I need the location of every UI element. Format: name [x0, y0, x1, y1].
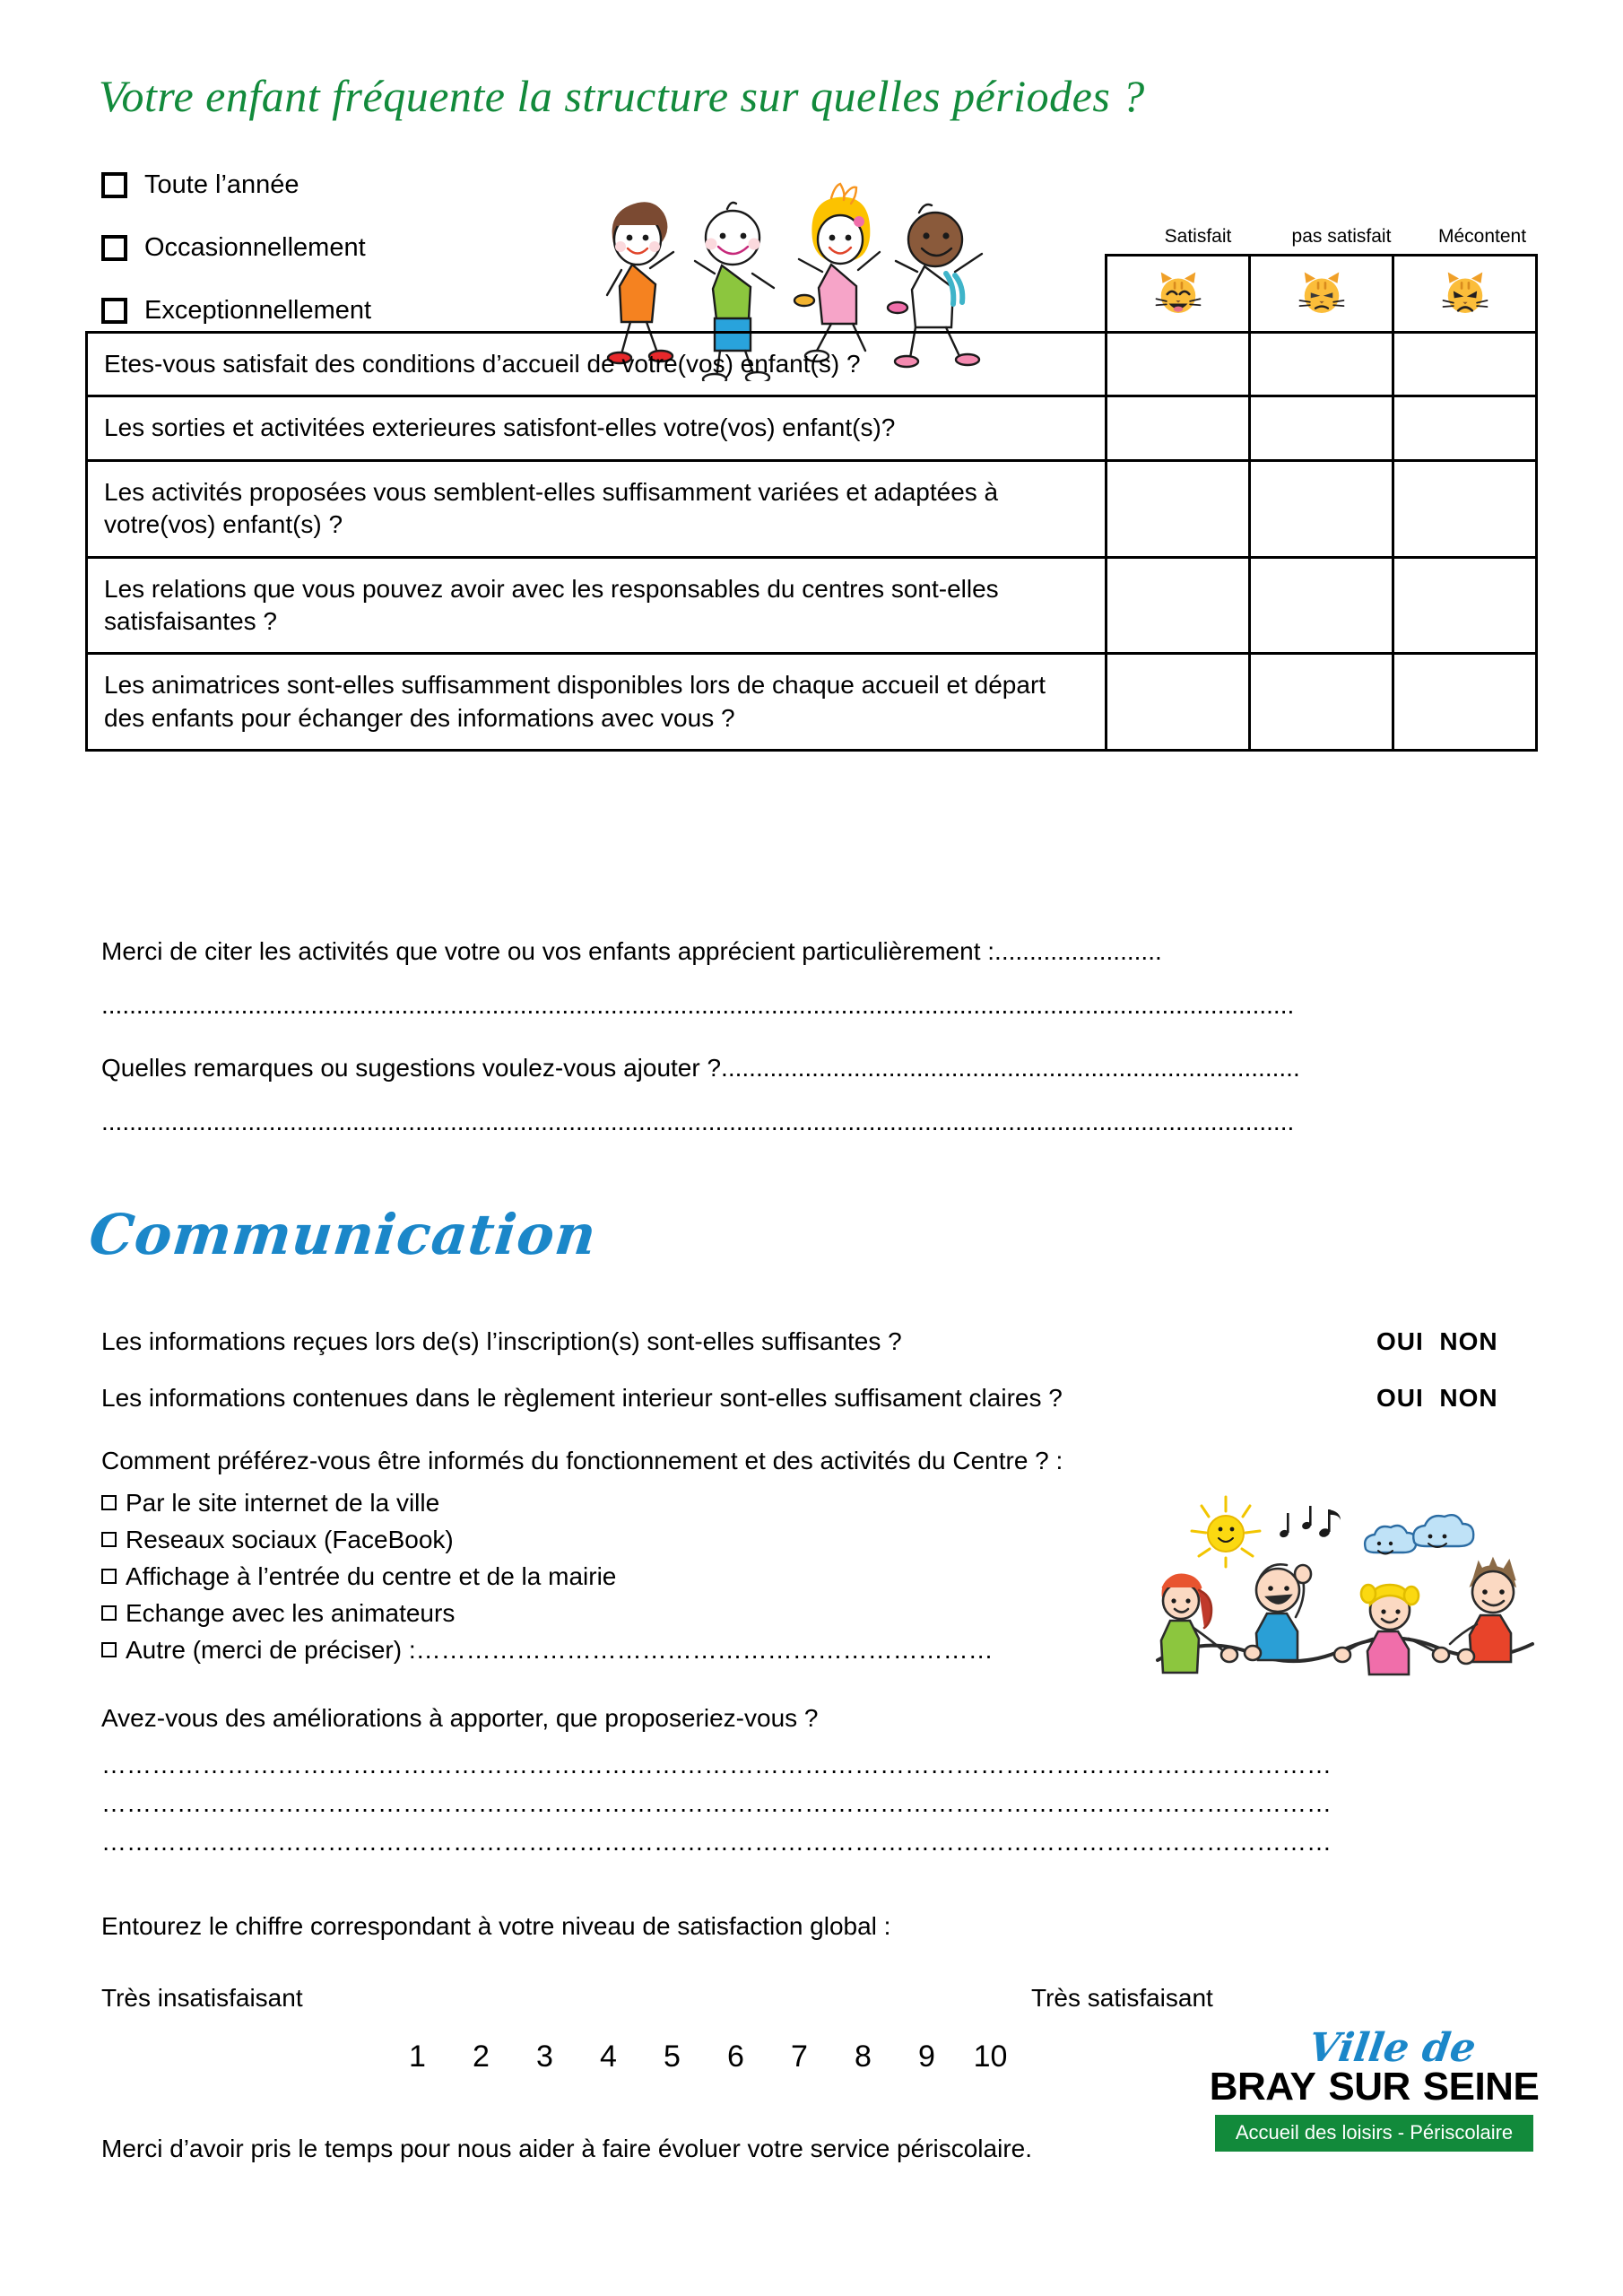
- oui-option[interactable]: OUI: [1376, 1384, 1424, 1412]
- choice-label: Affichage à l’entrée du centre et de la mairie: [126, 1562, 617, 1590]
- city-logo: [1209, 2025, 1540, 2152]
- checkbox-icon[interactable]: [101, 172, 127, 198]
- table-row: [87, 557, 1537, 654]
- rating-value-1[interactable]: 1: [409, 2039, 426, 2074]
- column-header-pas-satisfait: pas satisfait: [1291, 226, 1392, 247]
- satisfaction-table: [85, 254, 1538, 752]
- rating-high-label: Très satisfaisant: [1031, 1984, 1213, 2012]
- rating-value-5[interactable]: 5: [664, 2039, 681, 2074]
- checkbox-icon[interactable]: [101, 1532, 117, 1547]
- checkbox-icon[interactable]: [101, 1495, 117, 1510]
- question-text: Etes-vous satisfait des conditions d’accueil de votre(vos) enfant(s) ?: [87, 333, 1107, 396]
- rating-value-2[interactable]: 2: [473, 2039, 490, 2074]
- choice-reseaux-sociaux[interactable]: [101, 1526, 454, 1554]
- period-option-label: Toute l’année: [144, 170, 299, 199]
- open-question-2: [101, 1054, 1300, 1083]
- answer-cell-mecontent[interactable]: [1393, 557, 1537, 654]
- logo-word-bray: BRAY: [1209, 2065, 1316, 2109]
- choice-site-internet[interactable]: [101, 1489, 439, 1518]
- choice-label: Echange avec les animateurs: [126, 1599, 456, 1627]
- oui-option[interactable]: OUI: [1376, 1327, 1424, 1355]
- angry-cat-icon: [1393, 256, 1537, 333]
- open-question-2-line2[interactable]: [101, 1108, 1294, 1136]
- answer-cell-pas-satisfait[interactable]: [1250, 396, 1393, 460]
- preference-question-label: Comment préférez-vous être informés du fonctionnement et des activités du Centre ? :: [101, 1447, 1063, 1474]
- rating-scale[interactable]: [386, 2039, 1022, 2074]
- table-row: [87, 654, 1537, 751]
- question-text: Les relations que vous pouvez avoir avec les responsables du centres sont-elles satisfaisantes ?: [87, 557, 1107, 654]
- rating-low-label: Très insatisfaisant: [101, 1984, 303, 2012]
- choice-echange-animateurs[interactable]: [101, 1599, 455, 1628]
- table-row: [87, 333, 1537, 396]
- rating-value-10[interactable]: 10: [973, 2039, 1008, 2074]
- answer-cell-pas-satisfait[interactable]: [1250, 654, 1393, 751]
- open-question-2-label: Quelles remarques ou sugestions voulez-vous ajouter ?: [101, 1054, 722, 1082]
- logo-word-seine: SEINE: [1422, 2065, 1540, 2109]
- period-option-label: Exceptionnellement: [144, 295, 372, 325]
- rating-value-7[interactable]: 7: [791, 2039, 808, 2074]
- column-header-satisfait: Satisfait: [1164, 226, 1232, 247]
- children-illustration-bottom: [1152, 1484, 1538, 1677]
- improvements-label: Avez-vous des améliorations à apporter, que proposeriez-vous ?: [101, 1704, 819, 1732]
- answer-cell-mecontent[interactable]: [1393, 333, 1537, 396]
- dotted-fill-line[interactable]: ...........................................................................................................................................................................: [101, 1108, 1295, 1135]
- answer-cell-satisfait[interactable]: [1107, 333, 1250, 396]
- choice-label: Autre (merci de préciser) :: [126, 1636, 416, 1664]
- rating-value-8[interactable]: 8: [855, 2039, 872, 2074]
- choice-label: Par le site internet de la ville: [126, 1489, 440, 1517]
- answer-cell-satisfait[interactable]: [1107, 654, 1250, 751]
- logo-script-text: Ville de: [1306, 2025, 1479, 2071]
- rating-value-4[interactable]: 4: [600, 2039, 617, 2074]
- answer-cell-pas-satisfait[interactable]: [1250, 557, 1393, 654]
- yes-no-group-2[interactable]: [1376, 1384, 1498, 1413]
- open-question-1-line2[interactable]: [101, 991, 1294, 1020]
- question-text: Les sorties et activitées exterieures satisfont-elles votre(vos) enfant(s)?: [87, 396, 1107, 460]
- checkbox-icon[interactable]: [101, 1569, 117, 1584]
- open-question-1: [101, 937, 1162, 966]
- answer-cell-mecontent[interactable]: [1393, 396, 1537, 460]
- question-text: Les activités proposées vous semblent-elles suffisamment variées et adaptées à votre(vos) enfant(s) ?: [87, 460, 1107, 557]
- non-option[interactable]: NON: [1439, 1384, 1498, 1412]
- checkbox-icon[interactable]: [101, 1605, 117, 1621]
- table-row: [87, 460, 1537, 557]
- communication-question-1: Les informations reçues lors de(s) l’inscription(s) sont-elles suffisantes ?: [101, 1327, 902, 1355]
- answer-cell-pas-satisfait[interactable]: [1250, 460, 1393, 557]
- yes-no-group-1[interactable]: [1376, 1327, 1498, 1356]
- logo-city-name: [1209, 2065, 1540, 2109]
- communication-question-2: Les informations contenues dans le règlement interieur sont-elles suffisament claires ?: [101, 1384, 1063, 1412]
- communication-heading: Communication: [86, 1202, 601, 1267]
- happy-cat-icon: [1107, 256, 1250, 333]
- dotted-fill-line[interactable]: ........................: [994, 937, 1162, 965]
- answer-cell-mecontent[interactable]: [1393, 460, 1537, 557]
- dotted-fill-line[interactable]: ……………………………………………………………: [415, 1636, 994, 1664]
- period-option-label: Occasionnellement: [144, 232, 366, 262]
- checkbox-icon[interactable]: [101, 1642, 117, 1657]
- dotted-fill-line[interactable]: ...........................................................................................................................................................................: [101, 991, 1295, 1019]
- rating-instruction: Entourez le chiffre correspondant à votre niveau de satisfaction global :: [101, 1912, 891, 1940]
- thanks-message: Merci d’avoir pris le temps pour nous aider à faire évoluer votre service périscolaire.: [101, 2135, 1032, 2162]
- page-title: Votre enfant fréquente la structure sur quelles périodes ?: [99, 71, 1145, 121]
- choice-autre[interactable]: [101, 1636, 994, 1665]
- choice-affichage[interactable]: [101, 1562, 616, 1591]
- non-option[interactable]: NON: [1439, 1327, 1498, 1355]
- rating-value-3[interactable]: 3: [536, 2039, 553, 2074]
- logo-word-sur: SUR: [1328, 2065, 1410, 2109]
- answer-cell-satisfait[interactable]: [1107, 557, 1250, 654]
- dotted-fill-line[interactable]: ...................................................................................: [721, 1054, 1300, 1082]
- answer-cell-mecontent[interactable]: [1393, 654, 1537, 751]
- satisfaction-column-headers: [1128, 226, 1549, 248]
- improvements-line-3[interactable]: …………………………………………………………………………………………………………………………………: [101, 1828, 1332, 1856]
- answer-cell-satisfait[interactable]: [1107, 396, 1250, 460]
- period-option-toute-lannee[interactable]: [101, 161, 371, 208]
- logo-banner-text: Accueil des loisirs - Périscolaire: [1215, 2115, 1533, 2152]
- improvements-line-1[interactable]: …………………………………………………………………………………………………………………………………: [101, 1751, 1332, 1779]
- choice-label: Reseaux sociaux (FaceBook): [126, 1526, 454, 1553]
- open-question-1-label: Merci de citer les activités que votre ou vos enfants apprécient particulièrement :: [101, 937, 995, 965]
- column-header-mecontent: Mécontent: [1437, 226, 1527, 247]
- table-header-row: [87, 256, 1537, 333]
- improvements-line-2[interactable]: …………………………………………………………………………………………………………………………………: [101, 1789, 1332, 1817]
- rating-value-6[interactable]: 6: [727, 2039, 744, 2074]
- table-row: [87, 396, 1537, 460]
- rating-value-9[interactable]: 9: [918, 2039, 935, 2074]
- question-text: Les animatrices sont-elles suffisamment disponibles lors de chaque accueil et départ des enfants pour échanger des informations avec vous ?: [87, 654, 1107, 751]
- neutral-cat-icon: [1250, 256, 1393, 333]
- answer-cell-pas-satisfait[interactable]: [1250, 333, 1393, 396]
- answer-cell-satisfait[interactable]: [1107, 460, 1250, 557]
